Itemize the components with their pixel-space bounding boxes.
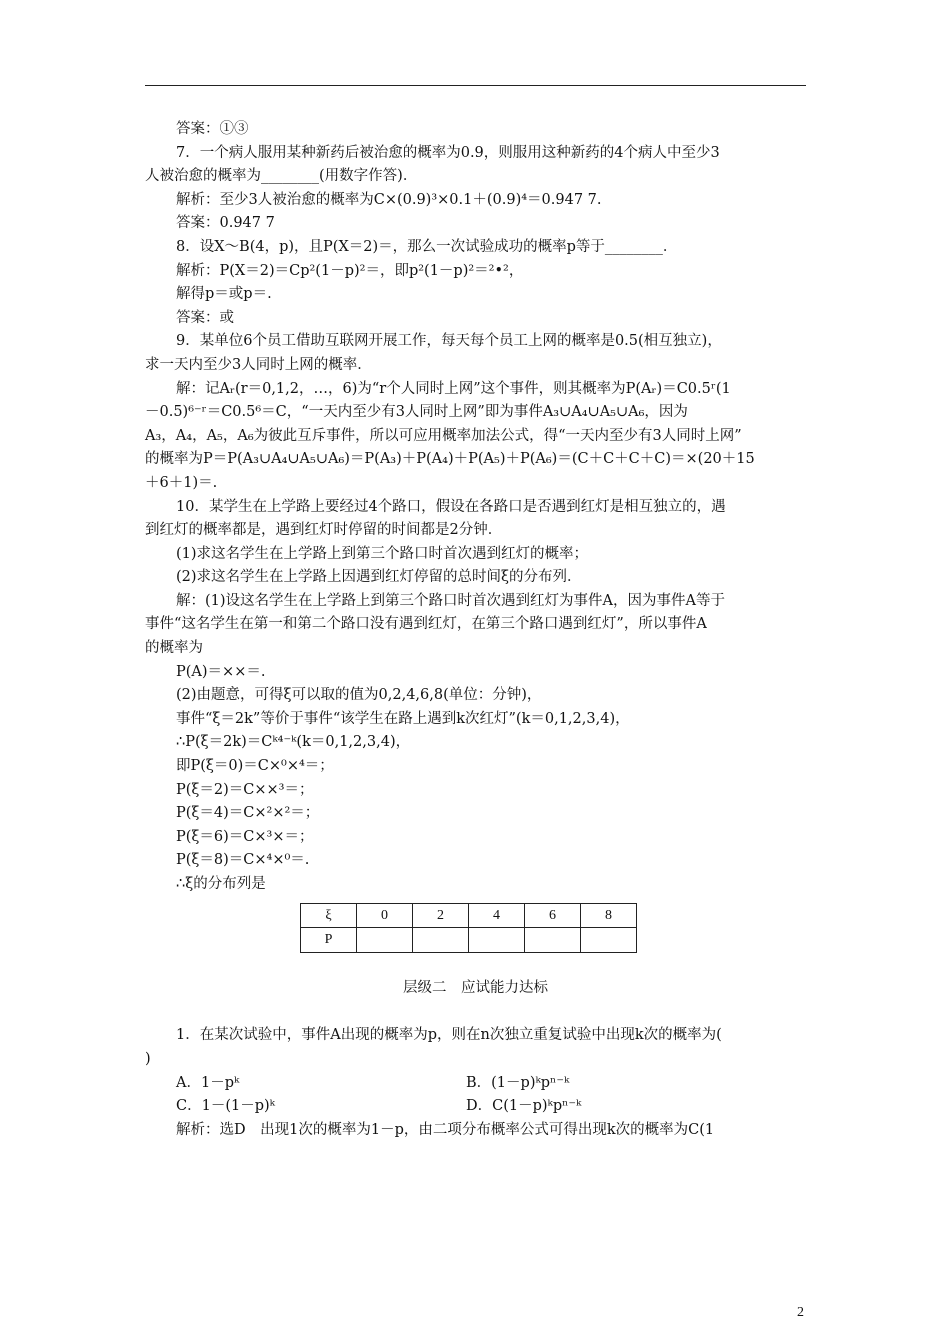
table-cell <box>357 928 413 953</box>
table-cell <box>525 928 581 953</box>
text-line: P(ξ＝6)＝C×³×＝； <box>176 828 314 845</box>
text-line: (1)求这名学生在上学路上到第三个路口时首次遇到红灯的概率； <box>176 545 589 562</box>
text-line: 答案：0.947 7 <box>176 215 275 232</box>
text-line: ∴P(ξ＝2k)＝Cᵏ⁴⁻ᵏ(k＝0,1,2,3,4)， <box>176 734 411 751</box>
text-line: (2)由题意，可得ξ可以取的值为0,2,4,6,8(单位：分钟)， <box>176 687 542 704</box>
text-line: (2)求这名学生在上学路上因遇到红灯停留的总时间ξ的分布列． <box>176 569 582 586</box>
text-line: 9．某单位6个员工借助互联网开展工作，每天每个员工上网的概率是0.5(相互独立)， <box>176 333 722 350</box>
table-cell: P <box>301 928 357 953</box>
table-cell: 0 <box>357 903 413 928</box>
table-row <box>301 928 637 953</box>
table-cell <box>581 928 637 953</box>
text-line: 解：记Aᵣ(r＝0,1,2，…，6)为“r个人同时上网”这个事件，则其概率为P(Aᵣ)＝C0.5ʳ(1 <box>176 380 731 397</box>
text-line: 的概率为P＝P(A₃∪A₄∪A₅∪A₆)＝P(A₃)＋P(A₄)＋P(A₅)＋P(A₆)＝(C＋C＋C＋C)＝×(20＋15 <box>145 451 755 468</box>
distribution-table <box>300 903 637 953</box>
text-line: P(A)＝××＝. <box>176 663 266 680</box>
table-cell <box>469 928 525 953</box>
option-d: D．C(1－p)ᵏpⁿ⁻ᵏ <box>466 1098 582 1115</box>
question-stem: 1．在某次试验中，事件A出现的概率为p，则在n次独立重复试验中出现k次的概率为( <box>176 1027 722 1044</box>
table-cell: 8 <box>581 903 637 928</box>
table-cell: 6 <box>525 903 581 928</box>
text-line: 即P(ξ＝0)＝C×⁰×⁴＝； <box>176 758 334 775</box>
text-line: 的概率为 <box>145 640 203 657</box>
text-line: P(ξ＝2)＝C××³＝； <box>176 781 314 798</box>
page-number: 2 <box>797 1305 804 1320</box>
text-line: 解得p＝或p＝. <box>176 286 272 303</box>
text-line: A₃，A₄，A₅，A₆为彼此互斥事件，所以可应用概率加法公式，得“一天内至少有3人同时上网” <box>145 427 742 444</box>
text-line: 事件“ξ＝2k”等价于事件“该学生在路上遇到k次红灯”(k＝0,1,2,3,4)， <box>176 710 630 727</box>
text-line: ∴ξ的分布列是 <box>176 876 266 892</box>
table-cell <box>413 928 469 953</box>
table-cell: 4 <box>469 903 525 928</box>
text-line: －0.5)⁶⁻ʳ＝C0.5⁶＝C，“一天内至少有3人同时上网”即为事件A₃∪A₄∪A₅∪A₆，因为 <box>145 404 688 421</box>
text-line: 解：(1)设这名学生在上学路上到第三个路口时首次遇到红灯为事件A，因为事件A等于 <box>176 592 725 609</box>
options-row <box>145 1095 806 1119</box>
header-rule <box>145 85 806 86</box>
option-c: C．1－(1－p)ᵏ <box>176 1098 275 1115</box>
text-line: 答案：或 <box>176 309 234 326</box>
text-line: 事件“这名学生在第一和第二个路口没有遇到红灯，在第三个路口遇到红灯”，所以事件A <box>145 616 707 633</box>
question-stem-cont: ) <box>145 1050 151 1067</box>
text-line: 解析：至少3人被治愈的概率为C×(0.9)³×0.1＋(0.9)⁴＝0.947 7. <box>176 191 602 208</box>
text-line: P(ξ＝8)＝C×⁴×⁰＝. <box>176 852 310 869</box>
analysis-line: 解析：选D 出现1次的概率为1－p，由二项分布概率公式可得出现k次的概率为C(1 <box>176 1121 715 1138</box>
section-heading: 层级二 应试能力达标 <box>403 979 548 996</box>
options-row <box>145 1072 806 1096</box>
text-line: 答案：①③ <box>176 121 249 137</box>
text-line: 到红灯的概率都是，遇到红灯时停留的时间都是2分钟． <box>145 522 503 539</box>
text-line: 7．一个病人服用某种新药后被治愈的概率为0.9，则服用这种新药的4个病人中至少3 <box>176 144 720 161</box>
text-line: 求一天内至少3人同时上网的概率． <box>145 356 372 373</box>
text-line: 10．某学生在上学路上要经过4个路口，假设在各路口是否遇到红灯是相互独立的，遇 <box>176 498 726 515</box>
text-line: P(ξ＝4)＝C×²×²＝； <box>176 805 320 822</box>
text-line: 解析：P(X＝2)＝Cp²(1－p)²＝，即p²(1－p)²＝²•²， <box>176 262 524 279</box>
text-line: ＋6＋1)＝. <box>145 474 218 491</box>
option-b: B．(1－p)ᵏpⁿ⁻ᵏ <box>466 1074 570 1091</box>
text-line: 8．设X～B(4，p)，且P(X＝2)＝，那么一次试验成功的概率p等于________． <box>176 238 678 255</box>
table-cell: 2 <box>413 903 469 928</box>
table-cell: ξ <box>301 903 357 928</box>
option-a: A．1－pᵏ <box>176 1074 240 1091</box>
page-content <box>145 118 806 1142</box>
text-line: 人被治愈的概率为________(用数字作答)． <box>145 168 418 185</box>
table-row <box>301 903 637 928</box>
